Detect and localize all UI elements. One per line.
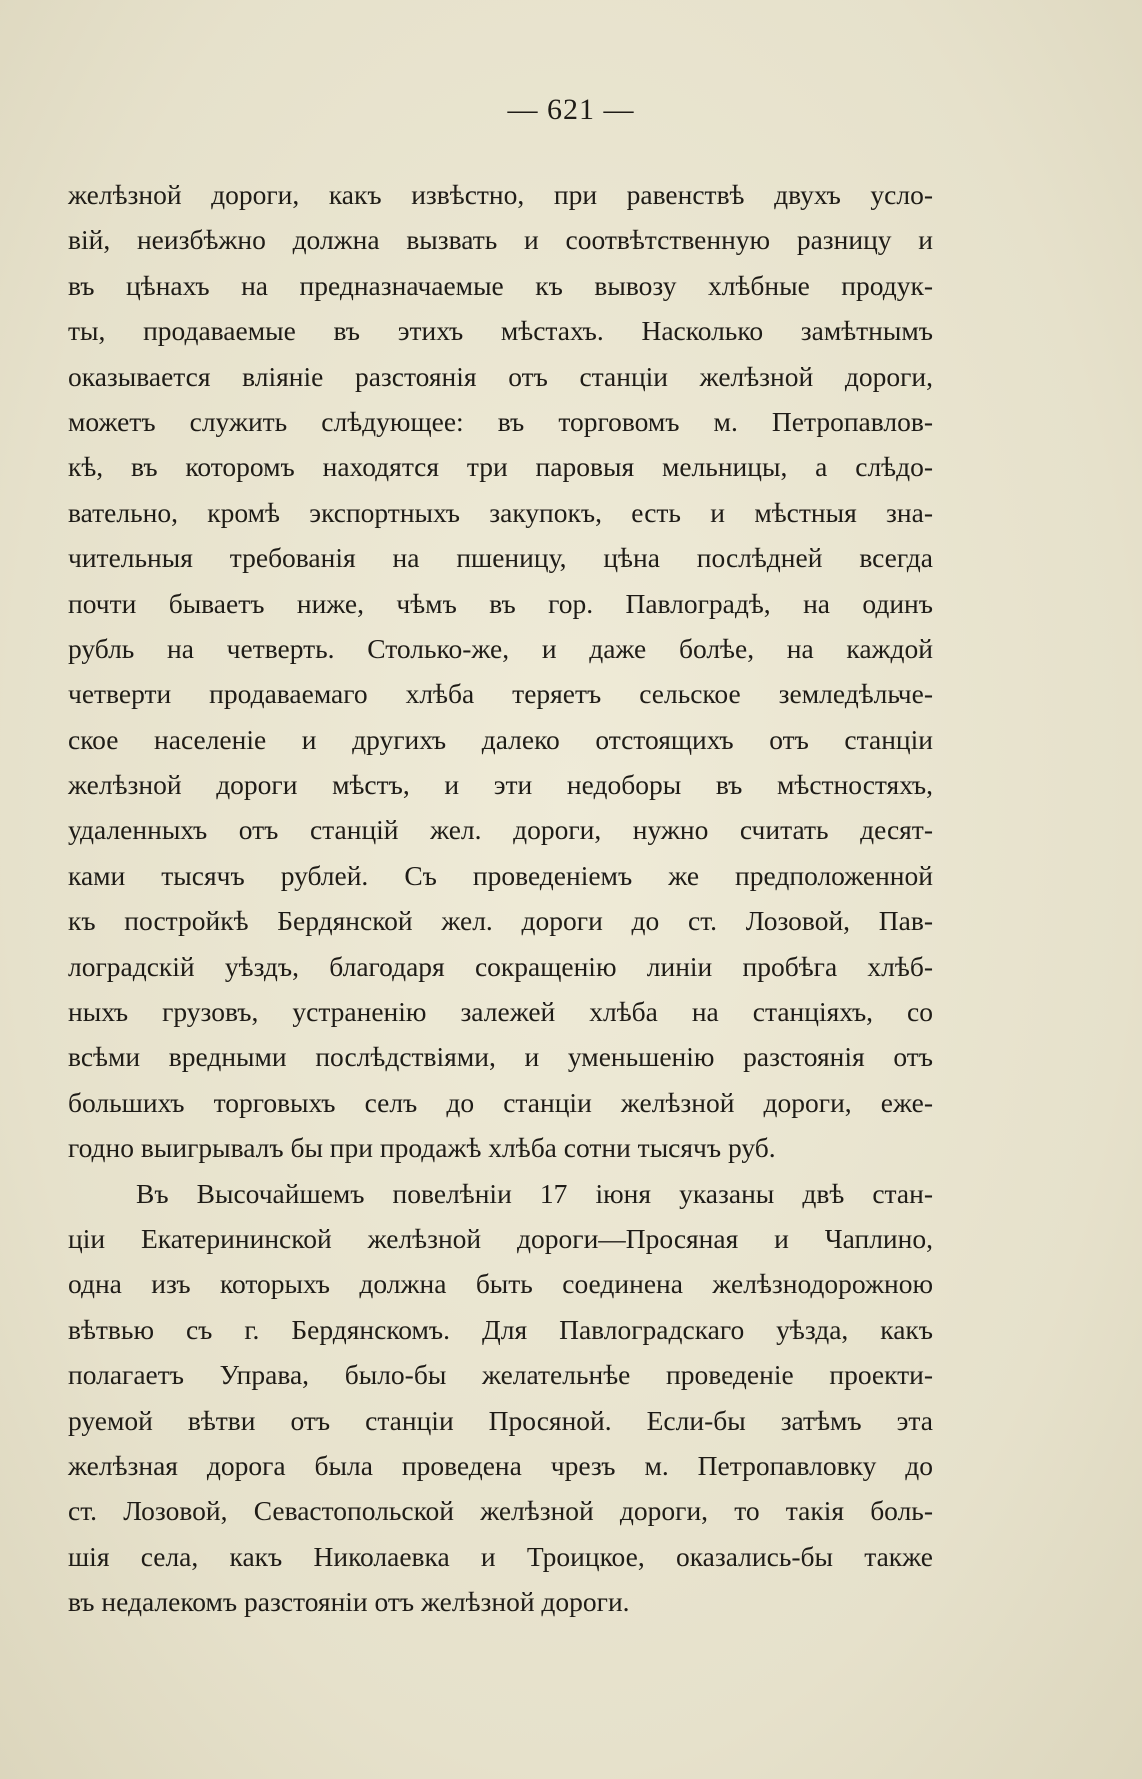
text-line: полагаетъ Управа, было-бы желательнѣе проведеніе проекти- [68, 1359, 933, 1391]
text-line: къ постройкѣ Бердянской жел. дороги до ст. Лозовой, Пав- [68, 905, 933, 937]
text-line: годно выигрывалъ бы при продажѣ хлѣба сотни тысячъ руб. [68, 1132, 776, 1164]
text-line: Въ Высочайшемъ повелѣніи 17 іюня указаны двѣ стан- [136, 1177, 933, 1209]
text-line: лоградскій уѣздъ, благодаря сокращенію линіи пробѣга хлѣб- [68, 950, 933, 982]
text-line: одна изъ которыхъ должна быть соединена желѣзнодорожною [68, 1268, 933, 1300]
paragraph [68, 172, 933, 1171]
text-line: удаленныхъ отъ станцій жел. дороги, нужно считать десят- [68, 814, 933, 846]
text-line: въ недалекомъ разстояніи отъ желѣзной дороги. [68, 1586, 630, 1618]
text-line: вѣтвью съ г. Бердянскомъ. Для Павлоградскаго уѣзда, какъ [68, 1313, 933, 1345]
text-line: ты, продаваемые въ этихъ мѣстахъ. Насколько замѣтнымъ [68, 315, 933, 347]
text-line: чительныя требованія на пшеницу, цѣна послѣдней всегда [68, 542, 933, 574]
text-line: ками тысячъ рублей. Съ проведеніемъ же предположенной [68, 859, 933, 891]
text-line: шія села, какъ Николаевка и Троицкое, оказались-бы также [68, 1540, 933, 1572]
text-line: почти бываетъ ниже, чѣмъ въ гор. Павлоградѣ, на одинъ [68, 587, 933, 619]
text-line: вательно, кромѣ экспортныхъ закупокъ, есть и мѣстныя зна- [68, 496, 933, 528]
text-line: ст. Лозовой, Севастопольской желѣзной дороги, то такія боль- [68, 1495, 933, 1527]
text-line: руемой вѣтви отъ станціи Просяной. Если-бы затѣмъ эта [68, 1404, 933, 1436]
text-line: можетъ служить слѣдующее: въ торговомъ м. Петропавлов- [68, 405, 933, 437]
text-line: въ цѣнахъ на предназначаемые къ вывозу хлѣбные продук- [68, 269, 933, 301]
paragraph [68, 1171, 933, 1625]
text-line: ское населеніе и другихъ далеко отстоящихъ отъ станціи [68, 723, 933, 755]
text-line: ныхъ грузовъ, устраненію залежей хлѣба на станціяхъ, со [68, 996, 933, 1028]
text-line: желѣзной дороги мѣстъ, и эти недоборы въ мѣстностяхъ, [68, 769, 933, 801]
text-line: всѣми вредными послѣдствіями, и уменьшенію разстоянія отъ [68, 1041, 933, 1073]
text-line: вій, неизбѣжно должна вызвать и соотвѣтственную разницу и [68, 224, 933, 256]
text-line: желѣзная дорога была проведена чрезъ м. Петропавловку до [68, 1449, 933, 1481]
text-line: четверти продаваемаго хлѣба теряетъ сельское земледѣльче- [68, 678, 933, 710]
text-line: рубль на четверть. Столько-же, и даже болѣе, на каждой [68, 632, 933, 664]
page-number: — 621 — [507, 93, 635, 126]
text-line: оказывается вліяніе разстоянія отъ станціи желѣзной дороги, [68, 360, 933, 392]
text-line: ціи Екатерининской желѣзной дороги—Просяная и Чаплино, [68, 1222, 933, 1254]
body-text [68, 172, 933, 1625]
text-line: желѣзной дороги, какъ извѣстно, при равенствѣ двухъ усло- [68, 179, 933, 210]
text-line: большихъ торговыхъ селъ до станціи желѣзной дороги, еже- [68, 1086, 933, 1118]
text-line: кѣ, въ которомъ находятся три паровыя мельницы, а слѣдо- [68, 451, 933, 483]
